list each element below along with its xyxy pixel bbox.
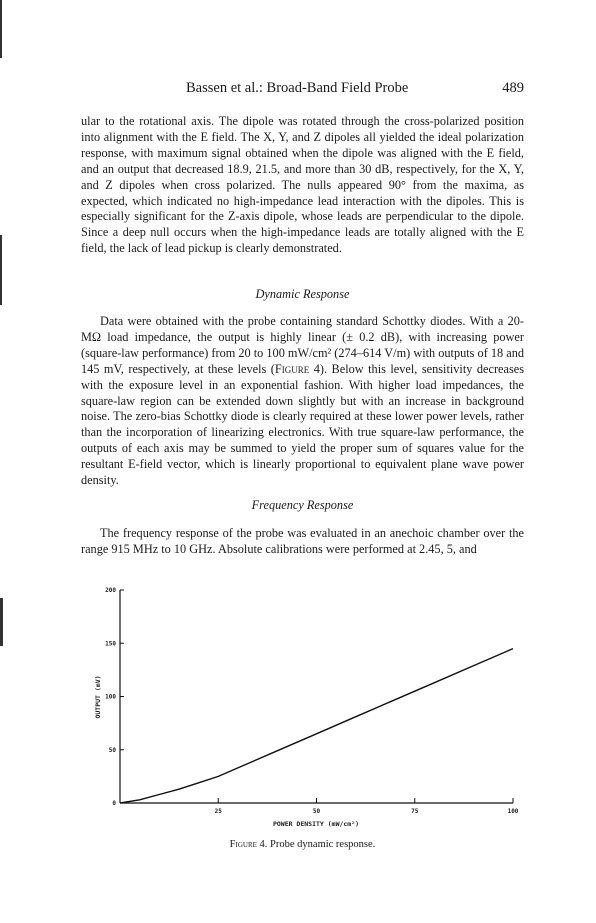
figure-reference: Figure 4 [274,361,320,376]
section-heading-frequency-response: Frequency Response [251,498,354,512]
y-tick-label: 100 [105,693,116,701]
x-tick-label: 75 [411,808,419,815]
series-line [120,649,513,803]
page-number: 489 [502,80,524,96]
figure-label: Figure 4. [229,839,268,850]
plot-layer [105,587,519,815]
scan-margin-mark [0,0,2,58]
x-axis-title: POWER DENSITY (mW/cm²) [272,820,360,828]
scan-margin-mark [0,598,3,646]
section-heading-dynamic-response: Dynamic Response [255,287,350,301]
y-tick-label: 150 [105,640,116,648]
y-tick-label: 50 [108,746,116,754]
paragraph-2-text-a: Data were obtained with the probe containing standard Schottky diodes. With a 20-MΩ load impedance, the output is highly linear (± 0.2 dB), with increasing power (square-law performance) from 20 to 100 mW/cm² (274–614 V/m) with outputs of 18 and 145 mV, respectively, at these levels ( [81,314,524,376]
x-tick-label: 25 [214,808,222,815]
y-axis-title: OUTPUT (mV) [94,675,102,719]
figure-caption [81,839,524,850]
paragraph-2-text-b: ). Below this level, sensitivity decreases with the exposure level in an exponential fashion. With higher load impedances, the square-law region can be extended down slightly but with an increase in background noise. The zero-bias Schottky diode is clearly required at these lower power levels, rather than the incorporation of linearizing electronics. With true square-law performance, the outputs of each axis may be summed to yield the proper sum of squares value for the resultant E-field vector, which is linearly proportional to equivalent plane wave power density. [81,361,524,488]
running-title: Bassen et al.: Broad-Band Field Probe [186,80,409,96]
x-tick-label: 100 [507,808,519,815]
figure-caption-text: Probe dynamic response. [270,839,376,850]
y-tick-label: 0 [112,800,116,807]
x-tick-label: 50 [312,808,321,815]
body-paragraph-3: The frequency response of the probe was evaluated in an anechoic chamber over the range 915 MHz to 10 GHz. Absolute calibrations were performed at 2.45, 5, and [81,526,524,556]
scan-margin-mark [0,235,2,305]
y-tick-label: 200 [105,587,116,594]
body-paragraph-1: ular to the rotational axis. The dipole was rotated through the cross-polarized position into alignment with the E field. The X, Y, and Z dipoles all yielded the ideal polarization response, with maximum signal obtained when the dipole was aligned with the E field, and an output that decreased 18.9, 21.5, and more than 30 dB, respectively, for the X, Y, and Z dipoles when cross polarized. The nulls appeared 90° from the maxima, as expected, which indicated no high-impedance lead interaction with the dipoles. This is especially significant for the Z-axis dipole, whose leads are perpendicular to the dipole. Since a deep null occurs when the high-impedance leads are totally aligned with the E field, the lack of lead pickup is clearly demonstrated. [81,114,524,256]
